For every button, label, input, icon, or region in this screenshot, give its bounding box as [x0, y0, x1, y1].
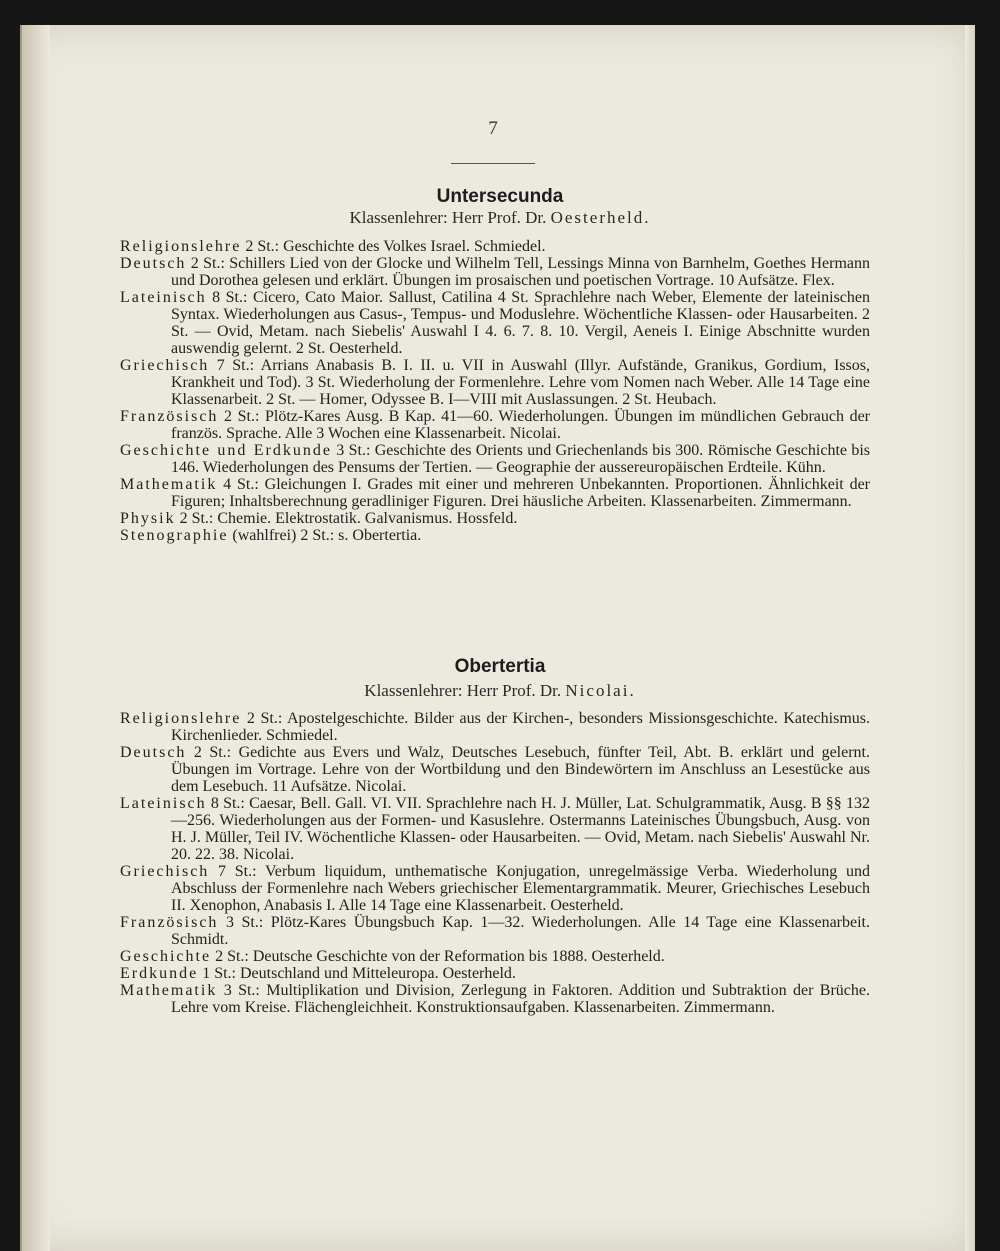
section-heading-untersecunda: Untersecunda — [436, 186, 564, 207]
subject-entry — [120, 408, 870, 442]
subject-name: Geschichte — [120, 948, 212, 965]
subject-entry — [120, 965, 870, 982]
subject-name: Physik — [120, 510, 176, 527]
subject-entry — [120, 795, 870, 863]
subject-name: Mathematik — [120, 476, 218, 493]
subject-name: Religionslehre — [120, 238, 242, 255]
subject-description: 3 St.: Geschichte des Orients und Griechenlands bis 300. Römische Geschichte bis 146. Wiederholungen des Pensums der Tertien. — Geographie der aussereuropäischen Erdteile. Kühn. — [171, 442, 870, 476]
subject-name: Lateinisch — [120, 795, 207, 812]
subject-name: Erdkunde — [120, 965, 199, 982]
subject-name: Griechisch — [120, 357, 210, 374]
subject-description: 8 St.: Cicero, Cato Maior. Sallust, Catilina 4 St. Sprachlehre nach Weber, Elemente der lateinischen Syntax. Wiederholungen aus Casus-, Tempus- und Moduslehre. Wöchentliche Klassen- oder Hausarbeiten. 2 St. — Ovid, Metam. nach Siebelis' Auswahl I 4. 6. 7. 8. 10. Vergil, Aeneis I. Einige Abschnitte wurden auswendig gelernt. 2 St. Oesterheld. — [171, 289, 870, 357]
subject-description: 2 St.: Gedichte aus Evers und Walz, Deutsches Lesebuch, fünfter Teil, Abt. B. erklärt und gelernt. Übungen im Vortrage. Lehre von der Wortbildung und den Bindewörtern im Anschluss an Lesestücke aus dem Lesebuch. 11 Aufsätze. Nicolai. — [171, 744, 870, 795]
subject-entry — [120, 948, 870, 965]
subject-name: Deutsch — [120, 255, 187, 272]
subject-description: 8 St.: Caesar, Bell. Gall. VI. VII. Sprachlehre nach H. J. Müller, Lat. Schulgrammatik, Ausg. B §§ 132—256. Wiederholungen aus der Formen- und Kasuslehre. Ostermanns Lateinisches Übungsbuch, Ausg. von H. J. Müller, Teil IV. Wöchentliche Klassen- oder Hausarbeiten. — Ovid, Metam. nach Siebelis' Auswahl Nr. 20. 22. 38. Nicolai. — [171, 795, 870, 863]
subject-name: Religionslehre — [120, 710, 242, 727]
page-gutter — [20, 25, 50, 1251]
page-edge — [965, 25, 975, 1251]
subject-description: 2 St.: Schillers Lied von der Glocke und Wilhelm Tell, Lessings Minna von Barnhelm, Goethes Hermann und Dorothea gelesen und erklärt. Übungen im prosaischen und poetischen Vortrage. 10 Aufsätze. Flex. — [171, 255, 870, 289]
section-teacher-untersecunda — [200, 208, 800, 228]
subject-entry — [120, 527, 870, 544]
subject-description: 2 St.: Geschichte des Volkes Israel. Schmiedel. — [241, 238, 546, 255]
subject-entry — [120, 238, 870, 255]
teacher-name: Nicolai. — [565, 681, 636, 700]
entries-obertertia — [120, 710, 870, 1016]
subject-description: 7 St.: Arrians Anabasis B. I. II. u. VII in Auswahl (Illyr. Aufstände, Granikus, Gordium, Issos, Krankheit und Tod). 3 St. Wiederholung der Formenlehre. Lehre vom Nomen nach Weber. Alle 14 Tage eine Klassenarbeit. 2 St. — Homer, Odyssee B. I—VIII mit Auslassungen. 2 St. Heubach. — [171, 357, 870, 408]
subject-entry — [120, 289, 870, 357]
subject-name: Geschichte und Erdkunde — [120, 442, 332, 459]
subject-name: Griechisch — [120, 863, 210, 880]
teacher-name: Oesterheld. — [550, 208, 651, 227]
subject-entry — [120, 863, 870, 914]
teacher-label: Klassenlehrer: Herr Prof. Dr. — [349, 208, 547, 227]
subject-description: 4 St.: Gleichungen I. Grades mit einer und mehreren Unbekannten. Proportionen. Ähnlichkeit der Figuren; Inhaltsberechnung geradliniger Figuren. Drei häusliche Arbeiten. Klassenarbeiten. Zimmermann. — [171, 476, 870, 510]
subject-entry — [120, 710, 870, 744]
section-teacher-obertertia — [200, 681, 800, 701]
entries-untersecunda — [120, 238, 870, 544]
page-number-rule — [451, 163, 535, 164]
subject-entry — [120, 357, 870, 408]
subject-description: 2 St.: Plötz-Kares Ausg. B Kap. 41—60. Wiederholungen. Übungen im mündlichen Gebrauch der französ. Sprache. Alle 3 Wochen eine Klassenarbeit. Nicolai. — [171, 408, 870, 442]
subject-entry — [120, 255, 870, 289]
subject-description: 1 St.: Deutschland und Mitteleuropa. Oesterheld. — [198, 965, 516, 982]
subject-name: Französisch — [120, 408, 219, 425]
subject-entry — [120, 476, 870, 510]
teacher-label: Klassenlehrer: Herr Prof. Dr. — [364, 681, 562, 700]
subject-description: 3 St.: Plötz-Kares Übungsbuch Kap. 1—32. Wiederholungen. Alle 14 Tage eine Klassenarbeit. Schmidt. — [171, 914, 870, 948]
subject-entry — [120, 510, 870, 527]
subject-name: Mathematik — [120, 982, 218, 999]
subject-entry — [120, 744, 870, 795]
subject-description: 3 St.: Multiplikation und Division, Zerlegung in Faktoren. Addition und Subtraktion der Brüche. Lehre vom Kreise. Flächengleichheit. Konstruktionsaufgaben. Klassenarbeiten. Zimmermann. — [171, 982, 870, 1016]
subject-entry — [120, 442, 870, 476]
subject-entry — [120, 982, 870, 1016]
subject-description: 2 St.: Apostelgeschichte. Bilder aus der Kirchen-, besonders Missionsgeschichte. Katechismus. Kirchenlieder. Schmiedel. — [171, 710, 870, 744]
subject-description: 2 St.: Chemie. Elektrostatik. Galvanismus. Hossfeld. — [175, 510, 518, 527]
subject-name: Stenographie — [120, 527, 229, 544]
subject-description: (wahlfrei) 2 St.: s. Obertertia. — [228, 527, 422, 544]
subject-name: Lateinisch — [120, 289, 207, 306]
subject-entry — [120, 914, 870, 948]
subject-name: Französisch — [120, 914, 219, 931]
subject-description: 2 St.: Deutsche Geschichte von der Reformation bis 1888. Oesterheld. — [211, 948, 665, 965]
subject-description: 7 St.: Verbum liquidum, unthematische Konjugation, unregelmässige Verba. Wiederholung und Abschluss der Formenlehre nach Webers griechischer Elementargrammatik. Meurer, Griechisches Lesebuch II. Xenophon, Anabasis I. Alle 14 Tage eine Klassenarbeit. Oesterheld. — [171, 863, 870, 914]
section-heading-obertertia: Obertertia — [454, 656, 546, 677]
subject-name: Deutsch — [120, 744, 187, 761]
page-number: 7 — [488, 118, 498, 139]
